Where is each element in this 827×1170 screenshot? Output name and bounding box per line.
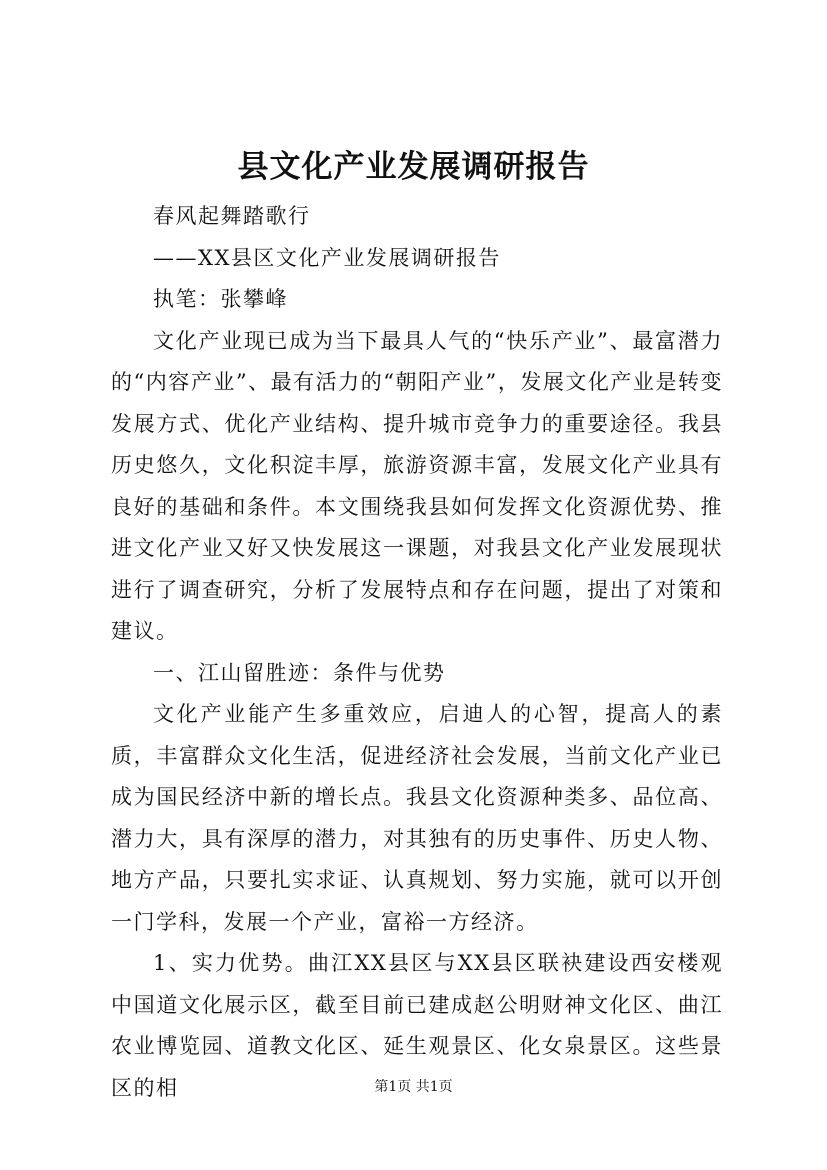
document-title: 县文化产业发展调研报告 [237, 149, 590, 185]
subtitle: 春风起舞踏歌行 [153, 204, 311, 228]
subtitle-report: ——XX县区文化产业发展调研报告 [153, 245, 501, 270]
page-footer: 第1页 共1页 [374, 1079, 453, 1095]
paragraph-intro: 文化产业现已成为当下最具人气的“快乐产业”、最富潜力的“内容产业”、最有活力的“朝阳产业”，发展文化产业是转变发展方式、优化产业结构、提升城市竞争力的重要途径。我县历史悠久，文化积淀丰厚，旅游资源丰富，发展文化产业具有良好的基础和条件。本文围绕我县如何发挥文化资源优势、推进文化产业又好又快发展这一课题，对我县文化产业发展现状进行了调查研究，分析了发展特点和存在问题，提出了对策和建议。 [111, 328, 723, 643]
paragraph-section-one: 文化产业能产生多重效应，启迪人的心智，提高人的素质，丰富群众文化生活，促进经济社会发展，当前文化产业已成为国民经济中新的增长点。我县文化资源种类多、品位高、潜力大，具有深厚的潜力，对其独有的历史事件、历史人物、地方产品，只要扎实求证、认真规划、努力实施，就可以开创一门学科，发展一个产业，富裕一方经济。 [111, 702, 723, 934]
author-line: 执笔：张攀峰 [153, 287, 288, 311]
paragraph-strength: 1、实力优势。曲江XX县区与XX县区联袂建设西安楼观中国道文化展示区，截至目前已建成赵公明财神文化区、曲江农业博览园、道教文化区、延生观景区、化女泉景区。这些景区的相 [111, 951, 723, 1100]
section-heading: 一、江山留胜迹：条件与优势 [153, 660, 446, 685]
document-body [111, 196, 723, 1109]
